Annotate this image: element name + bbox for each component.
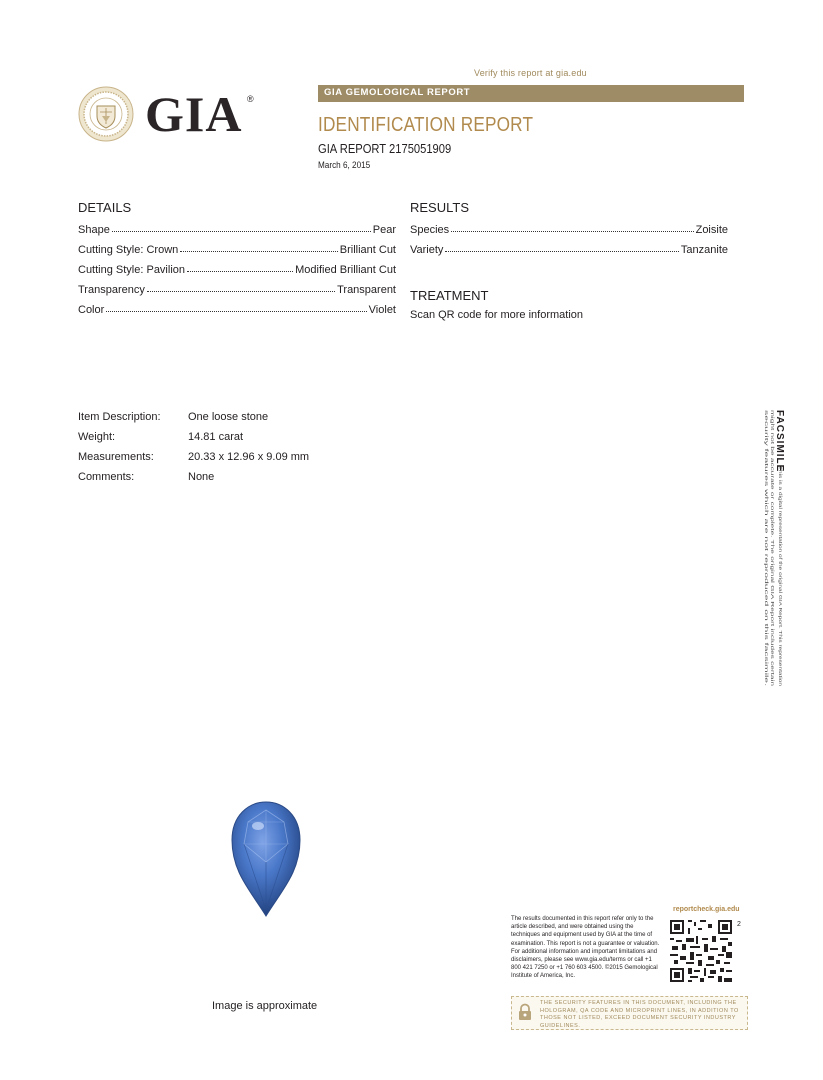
- detail-label: Color: [78, 304, 105, 316]
- registered-mark: ®: [247, 94, 254, 104]
- detail-value: Brilliant Cut: [339, 244, 396, 256]
- treatment-text: Scan QR code for more information: [410, 309, 584, 321]
- result-label: Variety: [410, 244, 444, 256]
- weight-label: Weight:: [78, 431, 116, 443]
- qr-code[interactable]: [668, 918, 734, 984]
- report-check-link[interactable]: reportcheck.gia.edu: [673, 906, 740, 913]
- details-heading: DETAILS: [78, 200, 132, 215]
- detail-label: Cutting Style: Crown: [78, 244, 179, 256]
- detail-value: Modified Brilliant Cut: [295, 264, 396, 276]
- report-number: GIA REPORT 2175051909: [318, 141, 452, 156]
- results-heading: RESULTS: [410, 200, 469, 215]
- detail-label: Cutting Style: Pavilion: [78, 264, 185, 276]
- result-label: Species: [410, 224, 450, 236]
- report-type-bar: [318, 85, 744, 102]
- item-description-value: One loose stone: [188, 411, 269, 423]
- result-value: Tanzanite: [680, 244, 728, 256]
- measurements-label: Measurements:: [78, 451, 154, 463]
- detail-row-pavilion: [78, 260, 396, 276]
- measurements-value: 20.33 x 12.96 x 9.09 mm: [188, 451, 310, 463]
- lock-icon: [518, 1004, 532, 1020]
- detail-value: Violet: [368, 304, 396, 316]
- treatment-heading: TREATMENT: [410, 288, 489, 303]
- report-title: IDENTIFICATION REPORT: [318, 114, 534, 136]
- gemstone-image: [230, 800, 302, 918]
- comments-label: Comments:: [78, 471, 135, 483]
- weight-value: 14.81 carat: [188, 431, 244, 443]
- facsimile-line-1: This is a digital representation of the original GIA Report. This representation: [778, 466, 783, 608]
- result-value: Zoisite: [695, 224, 728, 236]
- facsimile-title: FACSIMILE: [774, 410, 785, 473]
- detail-value: Transparent: [337, 284, 396, 296]
- gia-logo: GIA: [145, 86, 243, 142]
- disclaimer-text: The results documented in this report refer only to the article described, and were obtained using the techniques and equipment used by GIA at the time of examination. This report is not a guarantee or valuation. For additional information and important limitations and disclaimers, please see www.gia.edu/terms or call +1 800 421 7250 or +1 760 603 4500. ©2015 Gemological Institute of America, Inc.: [511, 916, 660, 980]
- facsimile-notice: [750, 408, 785, 688]
- detail-label: Shape: [78, 224, 110, 236]
- detail-label: Transparency: [78, 284, 145, 296]
- detail-row-color: [78, 300, 396, 316]
- comments-value: None: [188, 471, 215, 483]
- result-row-species: [410, 220, 728, 236]
- gia-seal-icon: [78, 86, 134, 142]
- detail-value: Pear: [372, 224, 396, 236]
- report-date: March 6, 2015: [318, 160, 371, 171]
- detail-row-shape: [78, 220, 396, 236]
- item-description-label: Item Description:: [78, 411, 161, 423]
- report-type-label: GIA GEMOLOGICAL REPORT: [324, 87, 471, 98]
- facsimile-line-2: might not be accurate or complete. The original GIA Report includes certain: [770, 410, 775, 550]
- security-text: THE SECURITY FEATURES IN THIS DOCUMENT, INCLUDING THE HOLOGRAM, QA CODE AND MICROPRINT LINES, IN ADDITION TO THOSE NOT LISTED, EXCEED DOCUMENT SECURITY INDUSTRY GUIDELINES.: [540, 1000, 739, 1029]
- detail-row-crown: [78, 240, 396, 256]
- verify-link[interactable]: Verify this report at gia.edu: [474, 68, 587, 78]
- facsimile-line-3: security features which are not reproduced on this facsimile.: [764, 410, 769, 522]
- qr-mark: 2: [737, 921, 741, 928]
- image-caption: Image is approximate: [212, 1000, 318, 1012]
- detail-row-transparency: [78, 280, 396, 296]
- result-row-variety: [410, 240, 728, 256]
